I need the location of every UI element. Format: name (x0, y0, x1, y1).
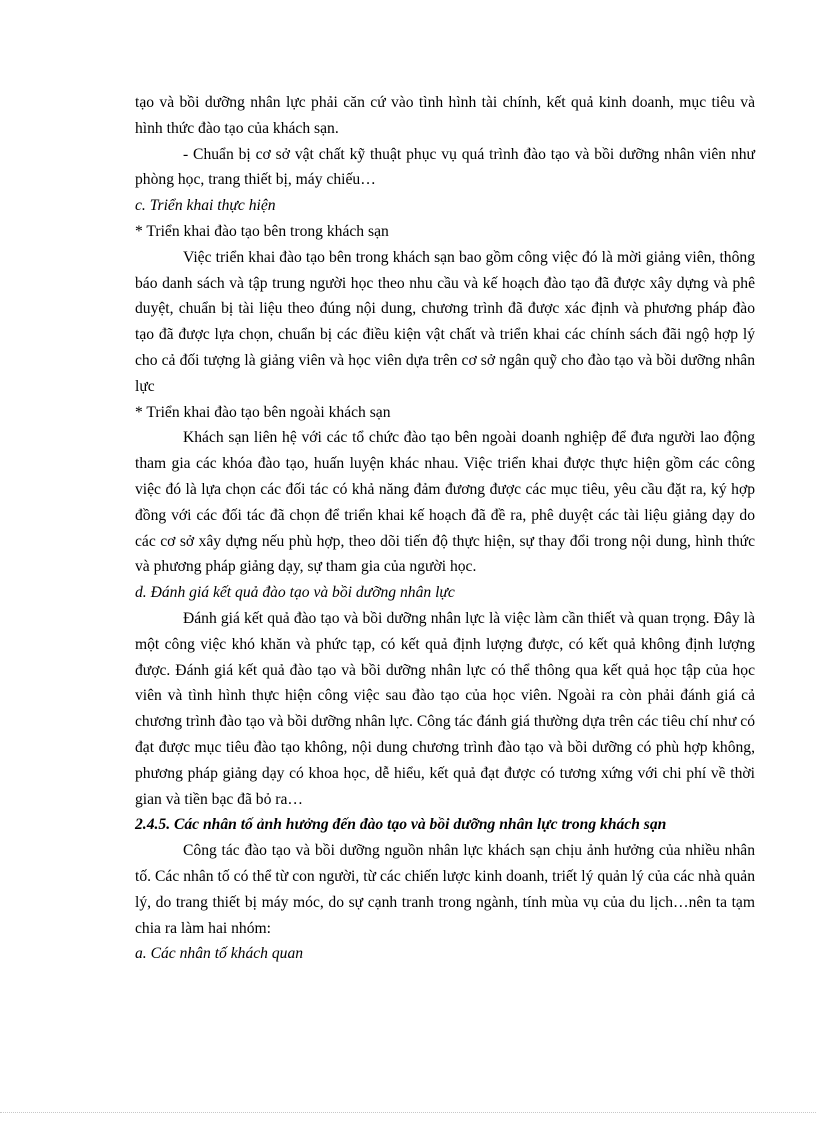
bullet-external-training: * Triển khai đào tạo bên ngoài khách sạn (135, 403, 391, 421)
section-heading-factors: 2.4.5. Các nhân tố ảnh hưởng đến đào tạo và bồi dưỡng nhân lực trong khách sạn (135, 816, 667, 834)
paragraph-internal-training: Việc triển khai đào tạo bên trong khách sạn bao gồm công việc đó là mời giảng viên, thông báo danh sách và tập trung người học theo nhu cầu và kế hoạch đào tạo đã được xây dựng và phê duyệt, chuẩn bị tài liệu theo đúng nội dung, chương trình đã được xác định và phương pháp đào tạo đã được lựa chọn, chuẩn bị các điều kiện vật chất và triển khai các chính sách đãi ngộ hợp lý cho cả đối tượng là giảng viên và học viên dựa trên cơ sở ngân quỹ cho đào tạo và bồi dưỡng nhân lực (135, 248, 755, 395)
paragraph-external-training: Khách sạn liên hệ với các tổ chức đào tạo bên ngoài doanh nghiệp để đưa người lao động tham gia các khóa đào tạo, huấn luyện khác nhau. Việc triển khai được thực hiện gồm các công việc đó là lựa chọn các đối tác có khả năng đảm đương được các mục tiêu, yêu cầu đặt ra, ký hợp đồng với các đối tác đã chọn để triển khai kế hoạch đã đề ra, phê duyệt các tài liệu giảng dạy do các cơ sở xây dựng nếu phù hợp, theo dõi tiến độ thực hiện, sự thay đổi trong nội dung, hình thức và phương pháp giảng dạy, sự tham gia của người học. (135, 429, 755, 576)
paragraph-facilities: - Chuẩn bị cơ sở vật chất kỹ thuật phục vụ quá trình đào tạo và bồi dưỡng nhân viên như phòng học, trang thiết bị, máy chiếu… (135, 145, 755, 189)
subheading-implementation: c. Triển khai thực hiện (135, 197, 276, 215)
page-bottom-divider (0, 1112, 816, 1113)
subheading-objective-factors: a. Các nhân tố khách quan (135, 945, 304, 963)
paragraph-budget-basis: tạo và bồi dưỡng nhân lực phải căn cứ vào tình hình tài chính, kết quả kinh doanh, mục tiêu và hình thức đào tạo của khách sạn. (135, 94, 755, 137)
paragraph-factors-intro: Công tác đào tạo và bồi dưỡng nguồn nhân lực khách sạn chịu ảnh hưởng của nhiều nhân tố. Các nhân tố có thể từ con người, từ các chiến lược kinh doanh, triết lý quản lý của các nhà quản lý, do trang thiết bị máy móc, do sự cạnh tranh trong ngành, tính mùa vụ của du lịch…nên ta tạm chia ra làm hai nhóm: (135, 842, 755, 937)
paragraph-evaluation: Đánh giá kết quả đào tạo và bồi dưỡng nhân lực là việc làm cần thiết và quan trọng. Đây là một công việc khó khăn và phức tạp, có kết quả định lượng được, có kết quả không định lượng được. Đánh giá kết quả đào tạo và bồi dưỡng nhân lực có thể thông qua kết quả học tập của học viên và tình hình thực hiện công việc sau đào tạo của học viên. Ngoài ra còn phải đánh giá cả chương trình đào tạo và bồi dưỡng nhân lực. Công tác đánh giá thường dựa trên các tiêu chí như có đạt được mục tiêu đào tạo không, nội dung chương trình đào tạo và bồi dưỡng có phù hợp không, phương pháp giảng dạy có khoa học, dễ hiểu, kết quả đạt được có tương xứng với chi phí về thời gian và tiền bạc đã bỏ ra… (135, 609, 755, 808)
subheading-evaluation: d. Đánh giá kết quả đào tạo và bồi dưỡng nhân lực (135, 584, 455, 602)
document-page (135, 90, 755, 967)
bullet-internal-training: * Triển khai đào tạo bên trong khách sạn (135, 222, 389, 240)
